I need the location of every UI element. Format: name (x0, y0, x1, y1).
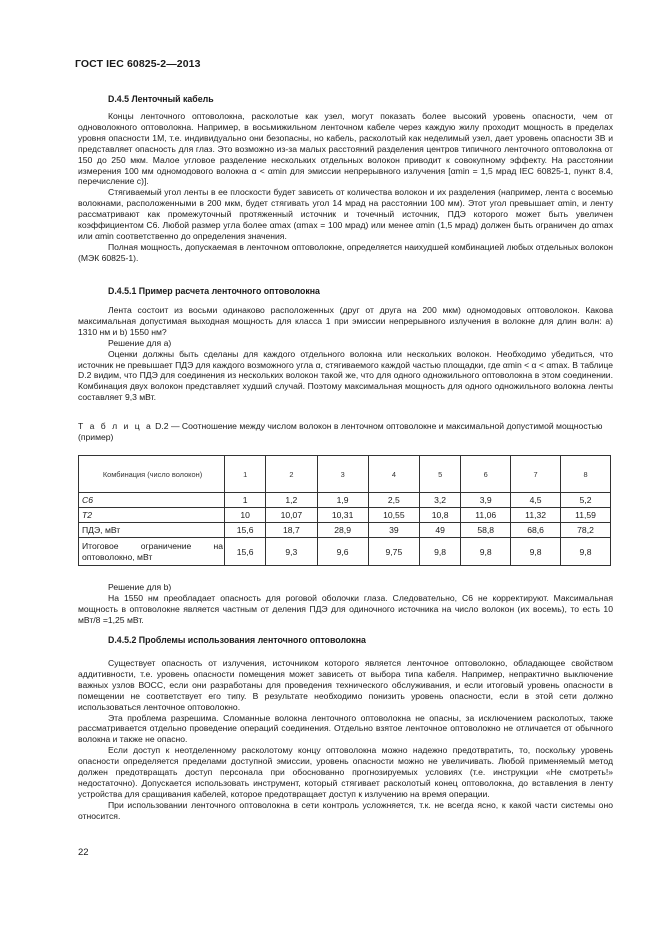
table-cell: 1,2 (266, 493, 317, 508)
table-row (79, 508, 611, 523)
table-cell: 9,6 (317, 538, 368, 566)
paragraph: Решение для b) (108, 582, 172, 592)
table-cell: 1,9 (317, 493, 368, 508)
paragraph: На 1550 нм преобладает опасность для роговой оболочки глаза. Следовательно, C6 не корректируют. Максимальная мощность в оптоволокне является частным от деления ПДЭ для одиночного источника на число волокон (их восемь), то есть 10 мВт/8 =1,25 мВт. (78, 592, 613, 625)
paragraph: Решение для а) (108, 337, 172, 348)
data-table (78, 455, 611, 566)
paragraph: Оценки должны быть сделаны для каждого отдельного волокна или нескольких волокон. Необходимо убедиться, что источник не превышает ПДЭ для каждого возможного угла α, стягиваемого каждой частью площадки, где αmin < α < αmax. В таблице D.2 видим, что ПДЭ для соединения из нескольких волокон такой же, что для одного одножильного оптоволокна в этом соединении. Комбинация двух волокон представляет худший случай. Поэтому максимальная мощность для одного одножильного волокна ленты составляет 9,3 мВт. (78, 348, 613, 403)
table-cell: 11,59 (561, 508, 611, 523)
row-label: C6 (79, 493, 225, 508)
table-cell: 10,55 (368, 508, 419, 523)
paragraph: Концы ленточного оптоволокна, расколотые как узел, могут показать более высокий уровень опасности, чем от одноволокного оптоволокна. Например, в восьмижильном ленточном кабеле через каждую жилу проходит мощность в пределах уровня опасности 1М, т.е. индивидуально они безопасны, но кабель, расколотый как неделимый узел, дает уровень опасности 3В и представляет опасность для глаз. Это возможно из-за малых расстояний разделения центров типичного ленточного оптоволокна от 150 до 250 мкм. Малое угловое разделение нескольких отдельных волокон приводит к совокупному эффекту. На расстоянии измерения 100 мм одномодового волокна α < αmin для эмиссии непрерывного излучения [αmin = 1,5 мрад IEC 60825-1, пункт 8.4, перечисление c)]. (78, 111, 613, 187)
section-d451-body (78, 305, 613, 403)
table-col-header: 2 (266, 456, 317, 493)
paragraph: При использовании ленточного оптоволокна в сети контроль усложняется, т.к. не всегда ясно, к какой части системы оно относится. (78, 799, 613, 821)
table-cell: 3,2 (420, 493, 461, 508)
table-cell: 68,6 (511, 523, 561, 538)
table-col-header: 8 (561, 456, 611, 493)
table-cell: 9,8 (420, 538, 461, 566)
table-cell: 3,9 (461, 493, 511, 508)
table-row (79, 538, 611, 566)
table-cell: 1 (225, 493, 266, 508)
paragraph: Если доступ к неотделенному расколотому концу оптоволокна можно надежно предотвратить, то, поскольку уровень опасности определяется пределами доступной эмиссии, уровень опасности можно не увеличивать. Любой применяемый метод должен предотвращать доступ персонала при обоснованно прогнозируемых условиях (т.е. инструкции «Не смотреть!» недостаточно). Допускается использовать инструмент, который стягивает расколотый конец оптоволокна, до вставления в ленту устройства для сращивания кабелей, которое предотвращает доступ к излучению на время операции. (78, 745, 613, 799)
table-col-header: 4 (368, 456, 419, 493)
section-d452-body (78, 658, 613, 822)
table-cell: 10,07 (266, 508, 317, 523)
page-number: 22 (78, 847, 89, 858)
table-cell: 39 (368, 523, 419, 538)
table-cell: 9,8 (511, 538, 561, 566)
table-cell: 58,8 (461, 523, 511, 538)
row-label: Итоговое ограничение на оптоволокно, мВт (79, 538, 225, 566)
paragraph: Стягиваемый угол ленты в ее плоскости будет зависеть от количества волокон и их разделения (например, лента с восемью волокнами, расположенными в 200 мкм, будет стягивать угол 14 мрад на расстоянии 100 мм). Этот угол превышает αmin, и ленту рассматривают как промежуточный протяженный источник и точечный источник, ПДЭ которого может быть увеличен коэффициентом C6. Любой размер угла более αmax (αmax = 100 мрад) или менее αmin (1,5 мрад) должен быть ограничен до αmax или αmin соответственно до определения значения. (78, 187, 613, 241)
table-cell: 9,8 (461, 538, 511, 566)
table-col-header: 7 (511, 456, 561, 493)
table-cell: 15,6 (225, 538, 266, 566)
table-cell: 10,8 (420, 508, 461, 523)
table-col-header: 5 (420, 456, 461, 493)
table-row (79, 523, 611, 538)
table-header-label: Комбинация (число волокон) (79, 456, 225, 493)
row-label: T2 (79, 508, 225, 523)
row-label: ПДЭ, мВт (79, 523, 225, 538)
table-cell: 9,8 (561, 538, 611, 566)
table-header-row (79, 456, 611, 493)
table-cell: 18,7 (266, 523, 317, 538)
table-col-header: 6 (461, 456, 511, 493)
paragraph: Полная мощность, допускаемая в ленточном оптоволокне, определяется наихудшей комбинацией любых отдельных волокон (МЭК 60825-1). (78, 241, 613, 263)
document-header: ГОСТ IEC 60825-2—2013 (75, 58, 201, 70)
section-title-d45: D.4.5 Ленточный кабель (108, 94, 214, 104)
table-cell: 15,6 (225, 523, 266, 538)
table-cell: 28,9 (317, 523, 368, 538)
paragraph: Лента состоит из восьми одинаково расположенных (друг от друга на 200 мкм) одномодовых оптоволокон. Какова максимальная допустимая выходная мощность для класса 1 при эмиссии непрерывного излучения в волокне для длин волн: а) 1310 нм и b) 1550 нм? (78, 305, 613, 337)
table-cell: 11,06 (461, 508, 511, 523)
table-caption-lead: Т а б л и ц а (78, 421, 153, 431)
table-cell: 49 (420, 523, 461, 538)
table-cell: 2,5 (368, 493, 419, 508)
section-d45-body (78, 111, 613, 264)
table-col-header: 3 (317, 456, 368, 493)
table-cell: 9,75 (368, 538, 419, 566)
section-title-d452: D.4.5.2 Проблемы использования ленточного оптоволокна (108, 635, 366, 645)
table-col-header: 1 (225, 456, 266, 493)
table-cell: 4,5 (511, 493, 561, 508)
table-caption-text: D.2 — Соотношение между числом волокон в ленточном оптоволокне и максимальной допустимой мощностью (пример) (78, 421, 603, 442)
table-cell: 10,31 (317, 508, 368, 523)
table-row (79, 493, 611, 508)
table-cell: 5,2 (561, 493, 611, 508)
paragraph: Эта проблема разрешима. Сломанные волокна ленточного оптоволокна не опасны, за исключением расколотых, также рассматривается отдельно проведение операций соединения. Отдельно взятое ленточное оптоволокно не отличается от обычного волокна и также не опасно. (78, 712, 613, 745)
table-cell: 10 (225, 508, 266, 523)
table-cell: 11,32 (511, 508, 561, 523)
table-cell: 78,2 (561, 523, 611, 538)
solution-b-body (78, 582, 613, 626)
table-cell: 9,3 (266, 538, 317, 566)
paragraph: Существует опасность от излучения, источником которого является ленточное оптоволокно, обладающее свойством аддитивности, т.е. уровень опасности помещения может зависеть от выбора типа кабеля. Например, непрактично выключение важных узлов ВОСС, если они разработаны для проведения технического обслуживания, и если итоговый уровень опасности в помещении не соответствует его типу. В результате необходимо понизить уровень опасности, если в этой сети должно использоваться ленточное оптоволокно. (78, 658, 613, 712)
section-title-d451: D.4.5.1 Пример расчета ленточного оптоволокна (108, 286, 320, 296)
table-caption (78, 421, 613, 443)
